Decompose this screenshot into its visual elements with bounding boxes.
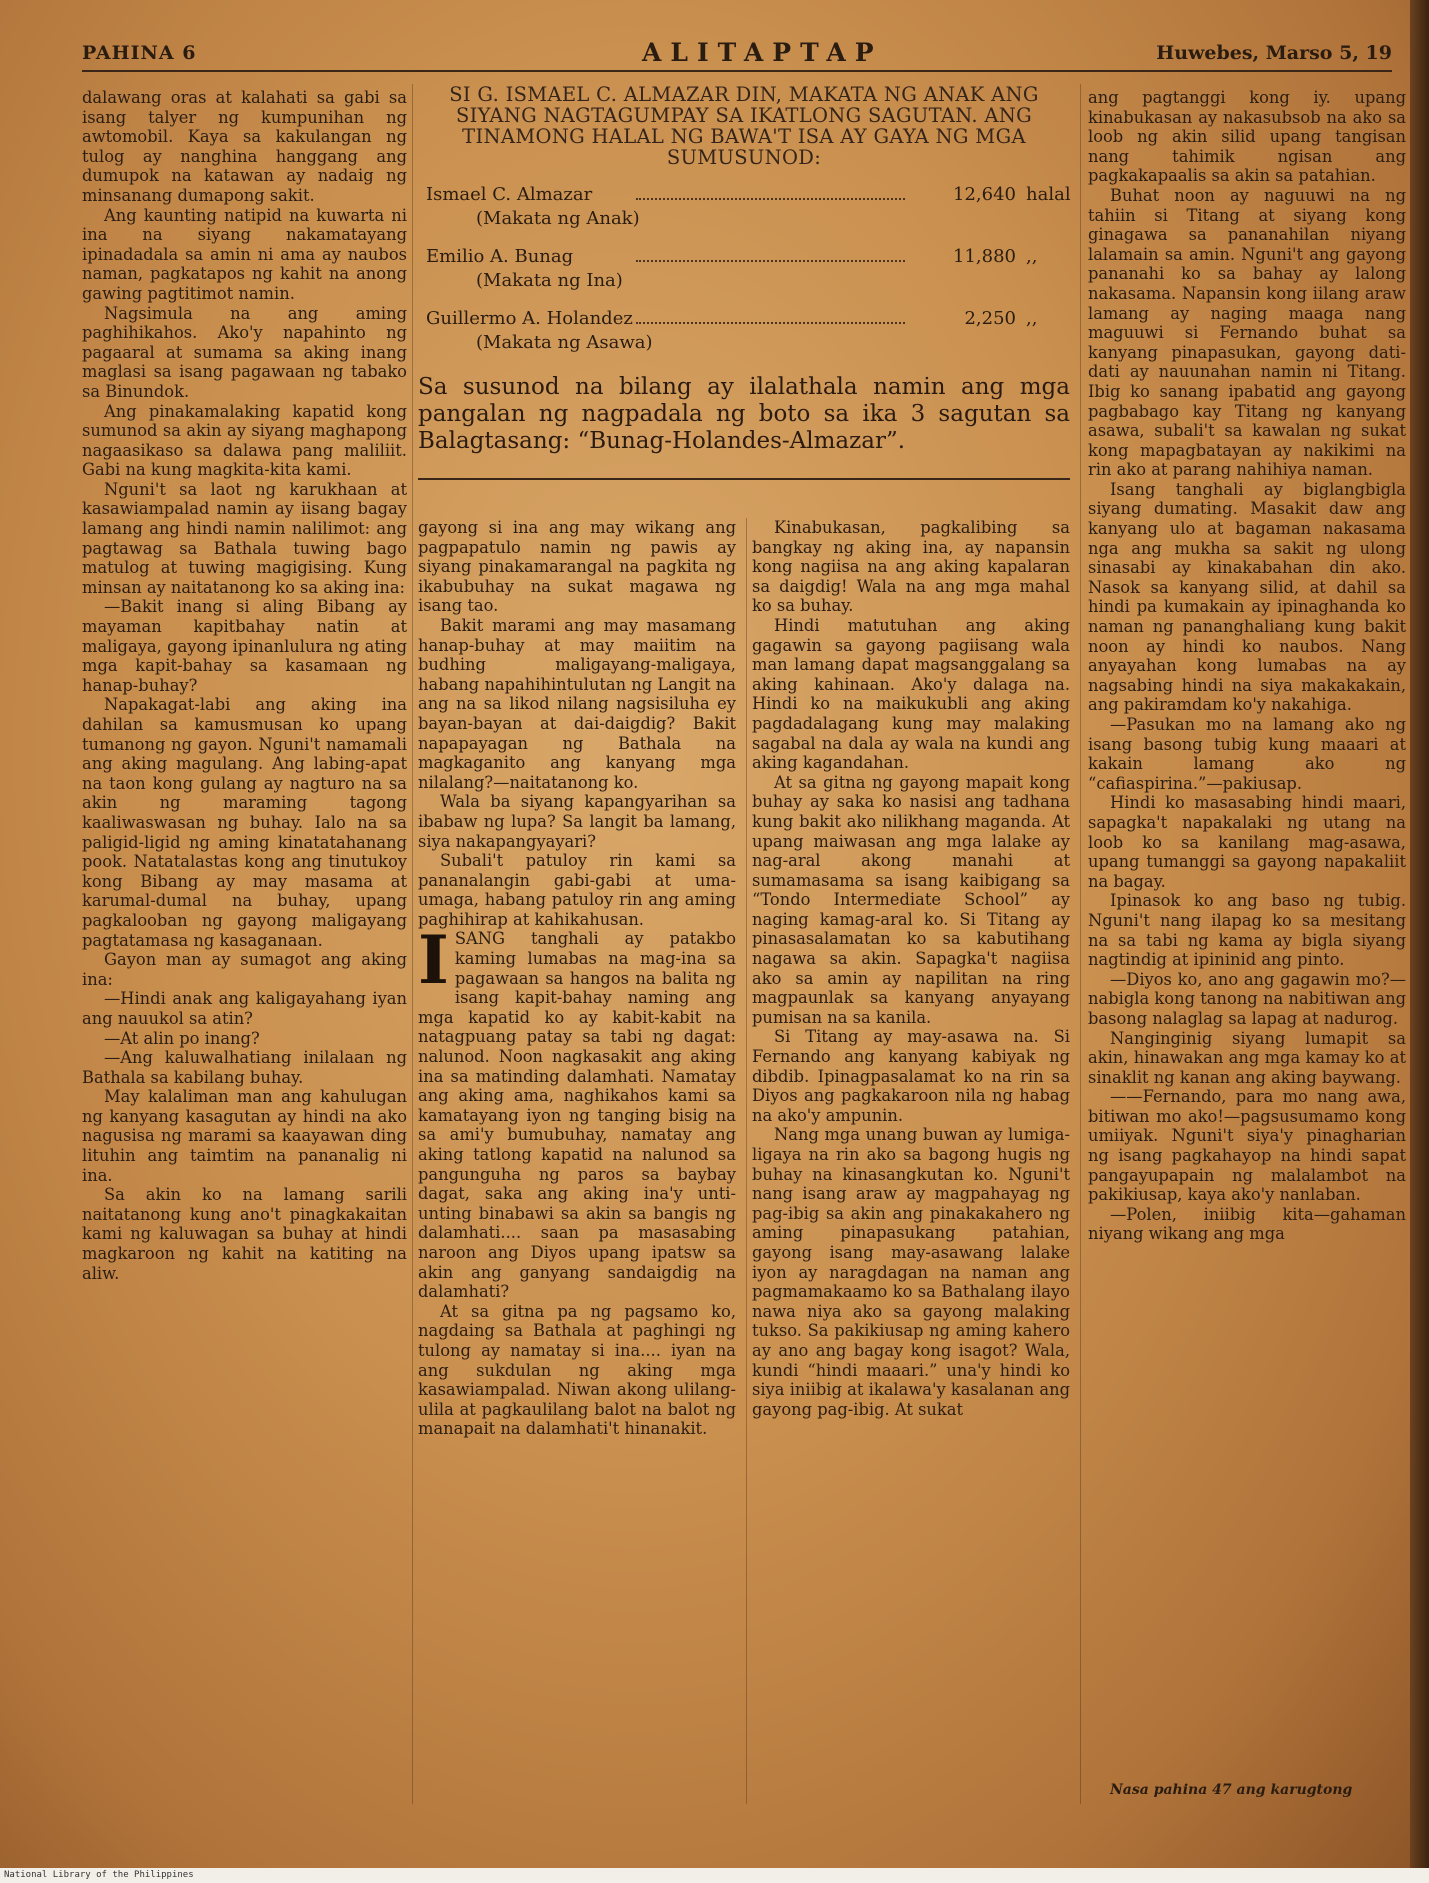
box-note: Sa susunod na bilang ay ilalathala namin ang mga pangalan ng nagpadala ng boto sa ika 3 sagutan sa Balagtasang: “Bunag-Holandes-Almazar”.	[418, 374, 1070, 454]
column-2	[418, 518, 736, 1439]
paragraph: Sa akin ko na lamang sarili naitatanong kung ano't pinagkakaitan kami ng kaluwagan sa buhay at hindi magkaroon ng kahit na katiting na aliw.	[82, 1185, 407, 1283]
paragraph: Ipinasok ko ang baso ng tubig. Nguni't nang ilapag ko sa mesitang na sa tabi ng kama ay bigla siyang nagtindig at ipininid ang pinto.	[1088, 891, 1406, 970]
paragraph: Si Titang ay may-asawa na. Si Fernando ang kanyang kabiyak ng dibdib. Ipinagpasalamat ko na rin sa Diyos ang pagkakaroon nila ng habag na ako'y ampunin.	[752, 1027, 1070, 1125]
dot-leader	[636, 198, 905, 200]
vote-unit: halal	[1026, 184, 1071, 205]
continuation-note: Nasa pahina 47 ang karugtong	[1110, 1782, 1353, 1798]
paragraph: Bakit marami ang may masamang hanap-buhay at may maiitim na budhing maligayang-maligaya, habang napahihintulutan ng Langit na ang na sa likod nilang nagsisiluha ey bayan-bayan at dai-daigdig? Bakit napapayagan ng Bathala na magkaganito ang kanyang mga nilalang?—naitatanong ko.	[418, 615, 736, 792]
paragraph: Ang pinakamalaking kapatid kong sumunod sa akin ay siyang maghapong nagaasikaso sa dalawa pang maliliit. Gabi na kung magkita-kita kami.	[82, 401, 407, 480]
vote-unit: ,,	[1026, 246, 1038, 267]
paragraph: ——Fernando, para mo nang awa, bitiwan mo ako!—pagsusumamo kong umiiyak. Nguni't siya'y pinagharian ng isang pagkahayop na hindi sapat pangayupapain ng malalambot na pakikiusap, kaya ako'y nanlaban.	[1088, 1087, 1406, 1205]
box-bottom-rule	[418, 478, 1070, 480]
paragraph: Kinabukasan, pagkalibing sa bangkay ng aking ina, ay napansin kong nagiisa na ang aking kapalaran sa daigdig! Wala na ang mga mahal ko sa buhay.	[752, 518, 1070, 616]
box-headline: SI G. ISMAEL C. ALMAZAR DIN, MAKATA NG ANAK ANG SIYANG NAGTAGUMPAY SA IKATLONG SAGUTAN. ANG TINAMONG HALAL NG BAWA'T ISA AY GAYA NG MGA SUMUSUNOD:	[449, 83, 1039, 169]
column-divider	[746, 518, 747, 1804]
column-divider	[412, 84, 413, 1804]
paragraph: dalawang oras at kalahati sa gabi sa isang talyer ng kumpunihan ng awtomobil. Kaya sa kakulangan ng tulog ay nanghina hanggang ang dumupok na katawan ay nadaig ng minsanang dumapong sakit.	[82, 88, 407, 205]
issue-date: Huwebes, Marso 5, 19	[1156, 42, 1392, 64]
paragraph: Hindi matutuhan ang aking gagawin sa gayong pagiisang wala man lamang dapat magsanggalang sa aking kahinaan. Ako'y dalaga na. Hindi ko na maikukubli ang aking pagdadalagang kung may malaking sagabal na dala ay wala na kundi ang aking kagandahan.	[752, 615, 1070, 773]
candidate-role: (Makata ng Ina)	[476, 270, 623, 291]
archive-footer: National Library of the Philippines	[0, 1868, 1429, 1883]
candidate-name: Ismael C. Almazar	[426, 184, 593, 205]
column-1	[82, 88, 407, 1283]
vote-row	[426, 246, 1070, 270]
paragraph: —At alin po inang?	[104, 1028, 260, 1048]
paper-title: ALITAPTAP	[642, 38, 883, 67]
paragraph: Gayon man ay sumagot ang aking ina:	[82, 950, 407, 989]
dot-leader	[636, 322, 905, 324]
vote-count: 2,250	[964, 308, 1016, 329]
page-number: PAHINA 6	[82, 42, 197, 64]
paragraph: At sa gitna pa ng pagsamo ko, nagdaing sa Bathala at paghingi ng tulong ay namatay si ina.... iyan na ang sukdulan ng aking mga kasawiampalad. Niwan akong ulilang-ulila at pagkaulilang balot na balot ng manapait na dalamhati't hinanakit.	[418, 1301, 736, 1439]
vote-count: 11,880	[953, 246, 1016, 267]
paragraph: Isang tanghali ay biglangbigla siyang dumating. Masakit daw ang kanyang ulo at bagaman nakasama nga ang mukha sa sakit ng ulong sinasabi ay kinakabahan din ako. Nasok sa kanyang silid, at dahil sa hindi pa kumakain ay ipinaghanda ko naman ng pananghaliang kung bakit noon ay hindi ko naubos. Nang anyayahan kong lumabas na ay nagsabing hindi na siya makakakain, ang pakiramdam ko'y nakahiga.	[1088, 479, 1406, 715]
candidate-role: (Makata ng Asawa)	[476, 332, 653, 353]
paragraph: Nagsimula na ang aming paghihikahos. Ako'y napahinto ng pagaaral at sumama sa aking inang maglasi sa isang pagawaan ng tabako sa Binundok.	[82, 303, 407, 401]
paragraph: Ang kaunting natipid na kuwarta ni ina na siyang nakamatayang ipinadadala sa amin ni ama ay naubos naman, pagkatapos ng kahit na anong gawing pagtitimot namin.	[82, 205, 407, 303]
page-spine	[1410, 0, 1429, 1883]
column-divider	[1080, 84, 1081, 1804]
paragraph: —Diyos ko, ano ang gagawin mo?—nabigla kong tanong na nabitiwan ang basong nalaglag sa lapag at nadurog.	[1088, 969, 1406, 1028]
paragraph: Nang mga unang buwan ay lumiga-ligaya na rin ako sa bagong hugis ng buhay na kinasangkutan ko. Nguni't nang isang araw ay magpahayag ng pag-ibig sa akin ang pinakakahero ng aming pinapasukang patahian, gayong isang may-asawang lalake iyon ay naragdagan na naman ang pagmamakaamo ko sa Bathalang ilayo nawa niya ako sa gayong malaking tukso. Sa pakikiusap ng aming kahero ay ano ang bagay kong isagot? Wala, kundi “hindi maaari.” una'y hindi ko siya iniibig at ikalawa'y kasalanan ang gayong pag-ibig. At sukat	[752, 1125, 1070, 1419]
vote-row	[426, 308, 1070, 332]
vote-count: 12,640	[953, 184, 1016, 205]
masthead-rule	[82, 70, 1392, 72]
dot-leader	[636, 260, 905, 262]
paragraph: —Pasukan mo na lamang ako ng isang basong tubig kung maaari at kakain lamang ako ng “cafiaspirina.”—pakiusap.	[1088, 715, 1406, 793]
paragraph: —Bakit inang si aling Bibang ay mayaman kapitbahay natin at maligaya, gayong ipinanlulura ng ating mga kapit-bahay sa kasamaan ng hanap-buhay?	[82, 597, 407, 695]
dropcap: I	[418, 921, 449, 1000]
column-3	[752, 518, 1070, 1419]
paragraph: Buhat noon ay naguuwi na ng tahiin si Titang at siyang kong ginagawa sa pananahilan niyang lalamain sa amin. Nguni't ang gayong pananahi ko sa bahay ay lalong nakasama. Napansin kong iilang araw lamang ay naging maaga nang maguuwi si Fernando buhat sa kanyang pinapasukan, gayong dati-dati ay nauunahan namin ni Titang. Ibig ko sanang ipabatid ang gayong pagbabago kay Titang ng kanyang asawa, subali't sa kawalan ng sukat kong mapagbatayan ay nakikimi na rin ako at parang nahihiya naman.	[1088, 185, 1406, 480]
paragraph: Subali't patuloy rin kami sa pananalangin gabi-gabi at uma-umaga, habang patuloy rin ang aming paghihirap at kahikahusan.	[418, 851, 736, 929]
paragraph: At sa gitna ng gayong mapait kong buhay ay saka ko nasisi ang tadhana kung bakit ako nilikhang maganda. At upang maiwasan ang mga lalake ay nag-aral akong manahi at sumamasama sa isang kaibigang sa “Tondo Intermediate School” ay naging kamag-aral ko. Si Titang ay pinasasalamatan ko sa kabutihang nagawa sa akin. Sapagka't nagiisa ako sa amin ay napilitan na ring magpaunlak sa kanyang anyayang pumisan na sa kanila.	[752, 772, 1070, 1027]
vote-unit: ,,	[1026, 308, 1038, 329]
paragraph: —Polen, iniibig kita—gahaman niyang wikang ang mga	[1088, 1204, 1406, 1244]
paragraph: Hindi ko masasabing hindi maari, sapagka't napakalaki ng utang na loob ko sa kanilang mag-asawa, upang tumanggi sa gayong napakaliit na bagay.	[1088, 793, 1406, 891]
vote-list	[418, 184, 1070, 356]
paragraph: Napakagat-labi ang aking ina dahilan sa kamusmusan ko upang tumanong ng gayon. Nguni't namamali ang aking magulang. Ang labing-apat na taon kong gulang ay nagturo na sa akin ng maraming tagong kaaliwaswasan ng buhay. Ialo na sa paligid-ligid ng aming kinatatahanang pook. Natatalastas kong ang tinutukoy kong Bibang ay may masama at karumal-dumal na buhay, upang pagkalooban ng gayong maligayang pagtatamasa ng kasaganaan.	[82, 695, 407, 950]
paragraph-text: SANG tanghali ay patakbo kaming lumabas na mag-ina sa pagawaan sa hangos na balita ng isang kapit-bahay naming ang mga kapatid ko ay kabit-kabit na natagpuang patay sa tabi ng dagat: nalunod. Noon nagkasakit ang aking ina sa matinding dalamhati. Namatay ang aking ama, naghikahos kami sa kamatayang iyon ng tanging bisig na sa ami'y bumubuhay, namatay ang aking tatlong kapatid na nalunod sa pangunguha ng paros sa baybay dagat, saka ang aking ina'y unti-unting binabawi sa akin sa bangis ng dalamhati.... saan pa masasabing naroon ang Diyos upang ipatsw sa akin ang ganyang sandaigdig na dalamhati?	[418, 929, 736, 1302]
paragraph: Nanginginig siyang lumapit sa akin, hinawakan ang mga kamay ko at sinaklit ng kanan ang aking baywang.	[1088, 1028, 1406, 1087]
paragraph: —Ang kaluwalhatiang inilalaan ng Bathala sa kabilang buhay.	[82, 1048, 407, 1087]
paragraph: ang pagtanggi kong iy. upang kinabukasan ay nakasubsob na ako sa loob ng akin silid upang tangisan nang tahimik ngisan ang pagkakapaalis sa akin sa patahian.	[1088, 88, 1406, 186]
candidate-name: Emilio A. Bunag	[426, 246, 574, 267]
masthead	[82, 36, 1410, 70]
paragraph: May kalaliman man ang kahulugan ng kanyang kasagutan ay hindi na ako nagusisa ng marami sa kaayawan ding lituhin ang taimtim na pananalig ni ina.	[82, 1087, 407, 1185]
paragraph: Wala ba siyang kapangyarihan sa ibabaw ng lupa? Sa langit ba lamang, siya nakapangyayari?	[418, 792, 736, 851]
paragraph: —Hindi anak ang kaligayahang iyan ang nauukol sa atin?	[82, 989, 407, 1028]
column-4	[1088, 88, 1406, 1244]
candidate-role: (Makata ng Anak)	[476, 208, 640, 229]
paragraph: Nguni't sa laot ng karukhaan at kasawiampalad namin ay iisang bagay lamang ang hindi namin nalilimot: ang pagtawag sa Bathala tuwing bago matulog at tuwing magigising. Kung minsan ay naitatanong ko sa aking ina:	[82, 479, 407, 597]
paragraph: gayong si ina ang may wikang ang pagpapatulo namin ng pawis ay siyang pinakamarangal na pagkita ng ikabubuhay na sukat magawa ng isang tao.	[418, 518, 736, 616]
vote-results-box	[418, 84, 1070, 480]
vote-row	[426, 184, 1070, 208]
dropcap-paragraph	[418, 921, 736, 1302]
candidate-name: Guillermo A. Holandez	[426, 308, 633, 329]
